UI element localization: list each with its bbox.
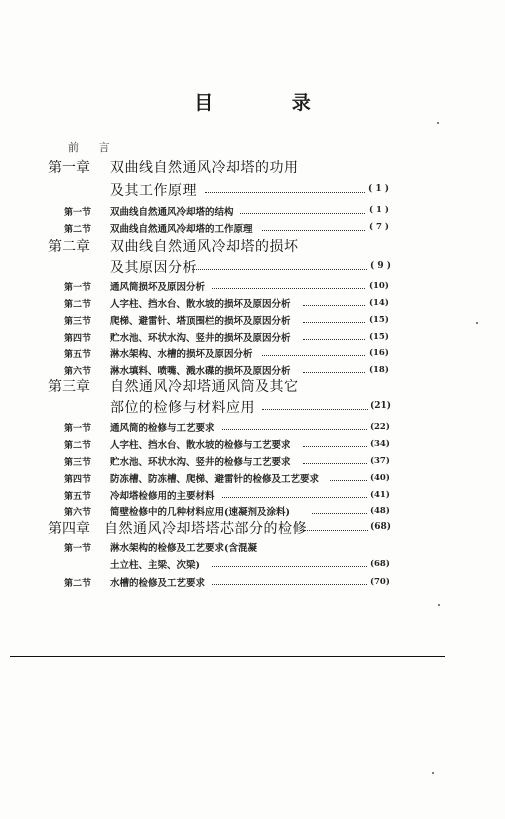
chapter-label: 第四章 <box>48 521 90 537</box>
dot-leader <box>303 372 365 373</box>
page-number: (15) <box>369 315 389 325</box>
section-title[interactable]: 人字柱、挡水台、散水坡的检修与工艺要求 <box>110 440 291 451</box>
section-label: 第二节 <box>64 225 92 235</box>
section-label: 第五节 <box>64 350 92 360</box>
dot-leader <box>212 566 367 567</box>
section-title[interactable]: 通风筒损坏及原因分析 <box>110 282 206 293</box>
dot-leader <box>262 409 368 410</box>
section-label: 第二节 <box>64 300 92 310</box>
page-number: ( 9 ) <box>370 261 392 271</box>
section-title[interactable]: 贮水池、环状水沟、竖井的检修与工艺要求 <box>110 457 291 468</box>
page-number: (48) <box>370 506 390 516</box>
chapter-title[interactable]: 双曲线自然通风冷却塔的损坏 <box>110 239 299 255</box>
page-number: (68) <box>370 559 390 569</box>
dot-leader <box>212 584 367 585</box>
page-number: (40) <box>370 473 390 483</box>
section-title[interactable]: 淋水填料、喷嘴、溅水碟的损坏及原因分析 <box>110 366 291 377</box>
page-number: (22) <box>370 422 390 432</box>
page-number: (18) <box>369 365 389 375</box>
section-label: 第六节 <box>64 508 92 518</box>
section-label: 第二节 <box>64 441 92 451</box>
dot-leader <box>262 355 365 356</box>
page-number: (34) <box>370 439 390 449</box>
page-number: (68) <box>370 522 392 532</box>
section-title[interactable]: 淋水架构的检修及工艺要求(含混凝 <box>110 543 257 554</box>
section-title[interactable]: 贮水池、环状水沟、竖井的损坏及原因分析 <box>110 333 291 344</box>
chapter-label: 第一章 <box>48 160 90 176</box>
page-number: (21) <box>370 401 392 411</box>
page-number: (16) <box>369 348 389 358</box>
chapter-label: 第二章 <box>48 239 90 255</box>
section-label: 第二节 <box>64 579 92 589</box>
page-number: (70) <box>370 577 390 587</box>
section-label: 第一节 <box>64 283 92 293</box>
page-number: (37) <box>370 456 390 466</box>
dot-leader <box>212 288 365 289</box>
dot-leader <box>303 463 367 464</box>
section-label: 第三节 <box>64 317 92 327</box>
dot-leader <box>303 446 367 447</box>
dot-leader <box>262 230 365 231</box>
section-title[interactable]: 双曲线自然通风冷却塔的结构 <box>110 207 234 218</box>
section-label: 第四节 <box>64 334 92 344</box>
dot-leader <box>222 497 367 498</box>
chapter-title-cont[interactable]: 及其原因分析 <box>110 260 197 276</box>
scan-speck <box>432 772 434 774</box>
section-title[interactable]: 爬梯、避雷针、塔顶围栏的损坏及原因分析 <box>110 316 291 327</box>
page-number: ( 1 ) <box>369 205 389 215</box>
dot-leader <box>312 513 367 514</box>
dot-leader <box>222 429 367 430</box>
section-title[interactable]: 防冻槽、防冻槽、爬梯、避雷针的检修及工艺要求 <box>110 474 320 485</box>
dot-leader <box>330 480 367 481</box>
dot-leader <box>303 339 365 340</box>
section-title[interactable]: 水槽的检修及工艺要求 <box>110 578 206 589</box>
page-number: (15) <box>369 332 389 342</box>
page-number: ( 7 ) <box>369 222 389 232</box>
chapter-title[interactable]: 自然通风冷却塔塔芯部分的检修 <box>104 521 307 537</box>
scan-speck <box>476 322 478 324</box>
section-title[interactable]: 淋水架构、水槽的损坏及原因分析 <box>110 349 253 360</box>
section-label: 第一节 <box>64 544 92 554</box>
scan-speck <box>437 122 439 124</box>
dot-leader <box>303 322 365 323</box>
section-title[interactable]: 冷却塔检修用的主要材料 <box>110 491 215 502</box>
section-label: 第一节 <box>64 424 92 434</box>
section-title[interactable]: 通风筒的检修与工艺要求 <box>110 423 215 434</box>
section-label: 第五节 <box>64 492 92 502</box>
dot-leader <box>192 269 367 270</box>
section-title-cont[interactable]: 土立柱、主梁、次梁) <box>110 560 200 571</box>
section-title[interactable]: 双曲线自然通风冷却塔的工作原理 <box>110 224 253 235</box>
dot-leader <box>300 530 368 531</box>
horizontal-rule <box>10 656 445 657</box>
section-title[interactable]: 简壁检修中的几种材料应用(速凝剂及涂料) <box>110 507 290 518</box>
page-number: ( 1 ) <box>368 184 390 194</box>
preface-entry[interactable]: 前 言 <box>68 141 118 154</box>
page-title: 目 录 <box>194 92 347 114</box>
page-number: (10) <box>369 281 389 291</box>
section-label: 第六节 <box>64 367 92 377</box>
chapter-title-cont[interactable]: 部位的检修与材料应用 <box>110 400 255 416</box>
section-label: 第一节 <box>64 208 92 218</box>
page-number: (14) <box>369 298 389 308</box>
chapter-title[interactable]: 双曲线自然通风冷却塔的功用 <box>110 160 299 176</box>
page-number: (41) <box>370 490 390 500</box>
chapter-title[interactable]: 自然通风冷却塔通风筒及其它 <box>110 379 299 395</box>
dot-leader <box>303 305 365 306</box>
dot-leader <box>205 192 365 193</box>
section-label: 第四节 <box>64 475 92 485</box>
chapter-title-cont[interactable]: 及其工作原理 <box>110 183 197 199</box>
chapter-label: 第三章 <box>48 379 90 395</box>
dot-leader <box>240 213 365 214</box>
section-title[interactable]: 人字柱、挡水台、散水坡的损坏及原因分析 <box>110 299 291 310</box>
scan-speck <box>438 604 440 606</box>
section-label: 第三节 <box>64 458 92 468</box>
